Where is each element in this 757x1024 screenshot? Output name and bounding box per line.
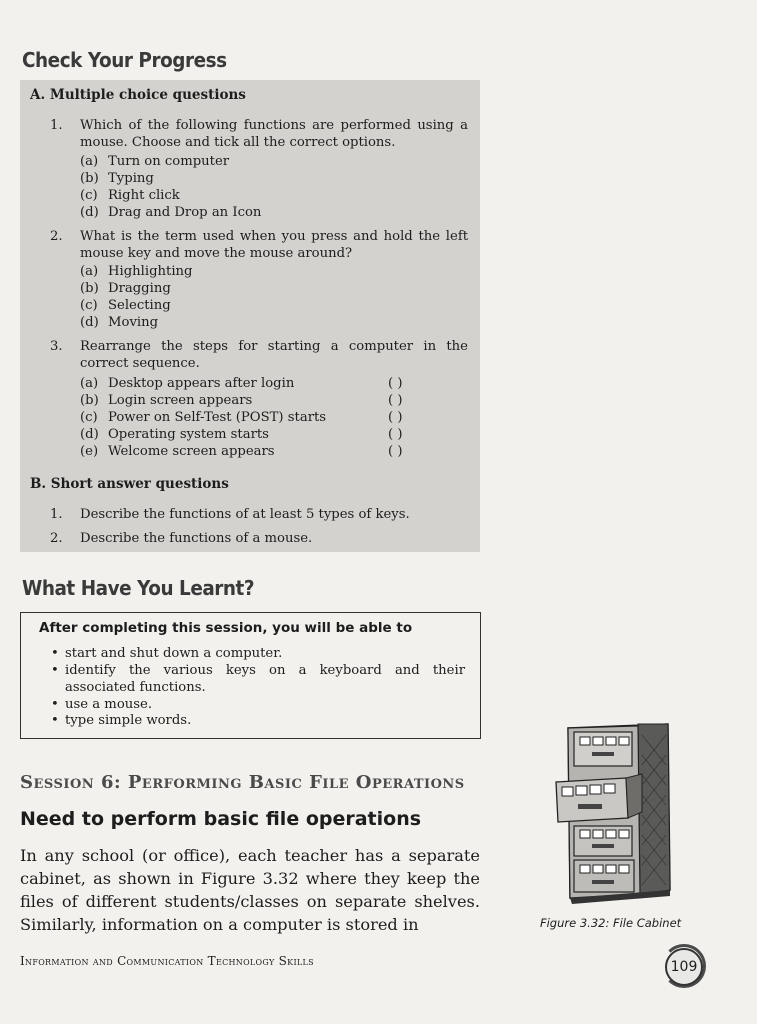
answer-bracket[interactable]: ( )	[388, 393, 403, 408]
section-a-label: A. Multiple choice questions	[30, 87, 246, 103]
section-b-label: B. Short answer questions	[30, 476, 229, 492]
learnt-bullet: • use a mouse.	[65, 697, 465, 714]
option-label: (d)	[80, 427, 99, 442]
option-row	[80, 298, 171, 315]
option-row	[80, 205, 261, 222]
body-paragraph: In any school (or office), each teacher has a separate cabinet, as shown in Figure 3.32 where they keep the files of different students/classes on separate shelves. Similarly, information on a computer is stored in	[20, 846, 480, 934]
option-text: Typing	[108, 171, 154, 186]
option-row	[80, 188, 180, 205]
option-row	[80, 315, 158, 332]
option-label: (a)	[80, 376, 99, 391]
answer-bracket[interactable]: ( )	[388, 427, 403, 442]
option-row	[80, 154, 229, 171]
option-text: Right click	[108, 188, 180, 203]
option-label: (a)	[80, 264, 99, 279]
option-row	[80, 281, 171, 298]
option-label: (d)	[80, 315, 99, 330]
question-number: 1.	[50, 507, 63, 522]
question-number: 2.	[50, 531, 63, 546]
question-text: What is the term used when you press and hold the left mouse key and move the mouse around?	[80, 229, 468, 261]
check-progress-title: Check Your Progress	[22, 48, 227, 72]
option-text: Dragging	[108, 281, 171, 296]
learnt-intro: After completing this session, you will be able to	[39, 620, 413, 636]
option-text: Drag and Drop an Icon	[108, 205, 262, 220]
option-text: Turn on computer	[108, 154, 230, 169]
question-text: Describe the functions of a mouse.	[80, 531, 313, 546]
option-text: Desktop appears after login	[108, 376, 295, 391]
answer-bracket[interactable]: ( )	[388, 376, 403, 391]
option-label: (c)	[80, 188, 98, 203]
question-text: Rearrange the steps for starting a computer in the correct sequence.	[80, 339, 468, 371]
footer-book-title: Information and Communication Technology Skills	[20, 954, 314, 968]
option-label: (c)	[80, 298, 98, 313]
learnt-bullet: • start and shut down a computer.	[65, 646, 465, 663]
question-text: Describe the functions of at least 5 types of keys.	[80, 507, 410, 522]
question-number: 3.	[50, 339, 63, 354]
option-label: (b)	[80, 281, 99, 296]
option-label: (e)	[80, 444, 99, 459]
answer-bracket[interactable]: ( )	[388, 410, 403, 425]
option-text: Welcome screen appears	[108, 444, 275, 459]
option-label: (a)	[80, 154, 99, 169]
answer-bracket[interactable]: ( )	[388, 444, 403, 459]
option-text: Operating system starts	[108, 427, 269, 442]
option-row	[80, 376, 294, 393]
check-progress-box	[20, 80, 480, 552]
option-text: Moving	[108, 315, 159, 330]
option-label: (b)	[80, 393, 99, 408]
learnt-bullet: • identify the various keys on a keyboard and their associated functions.	[65, 663, 465, 696]
question-text: Which of the following functions are performed using a mouse. Choose and tick all the correct options.	[80, 118, 468, 150]
learnt-title: What Have You Learnt?	[22, 576, 255, 600]
option-text: Selecting	[108, 298, 171, 313]
option-label: (c)	[80, 410, 98, 425]
learnt-box	[20, 612, 481, 739]
figure-caption: Figure 3.32: File Cabinet	[540, 916, 682, 930]
question-number: 2.	[50, 229, 63, 244]
session-title: Session 6: Performing Basic File Operations	[20, 772, 465, 793]
option-label: (d)	[80, 205, 99, 220]
option-row	[80, 410, 326, 427]
option-text: Login screen appears	[108, 393, 253, 408]
question-number: 1.	[50, 118, 63, 133]
page-number: 109	[665, 948, 703, 986]
option-text: Highlighting	[108, 264, 193, 279]
option-row	[80, 171, 154, 188]
option-row	[80, 444, 275, 461]
section-subtitle: Need to perform basic file operations	[20, 808, 422, 830]
option-text: Power on Self-Test (POST) starts	[108, 410, 327, 425]
option-row	[80, 427, 269, 444]
option-row	[80, 264, 192, 281]
file-cabinet-illustration	[550, 720, 675, 915]
option-row	[80, 393, 252, 410]
learnt-bullet: • type simple words.	[65, 713, 465, 730]
option-label: (b)	[80, 171, 99, 186]
